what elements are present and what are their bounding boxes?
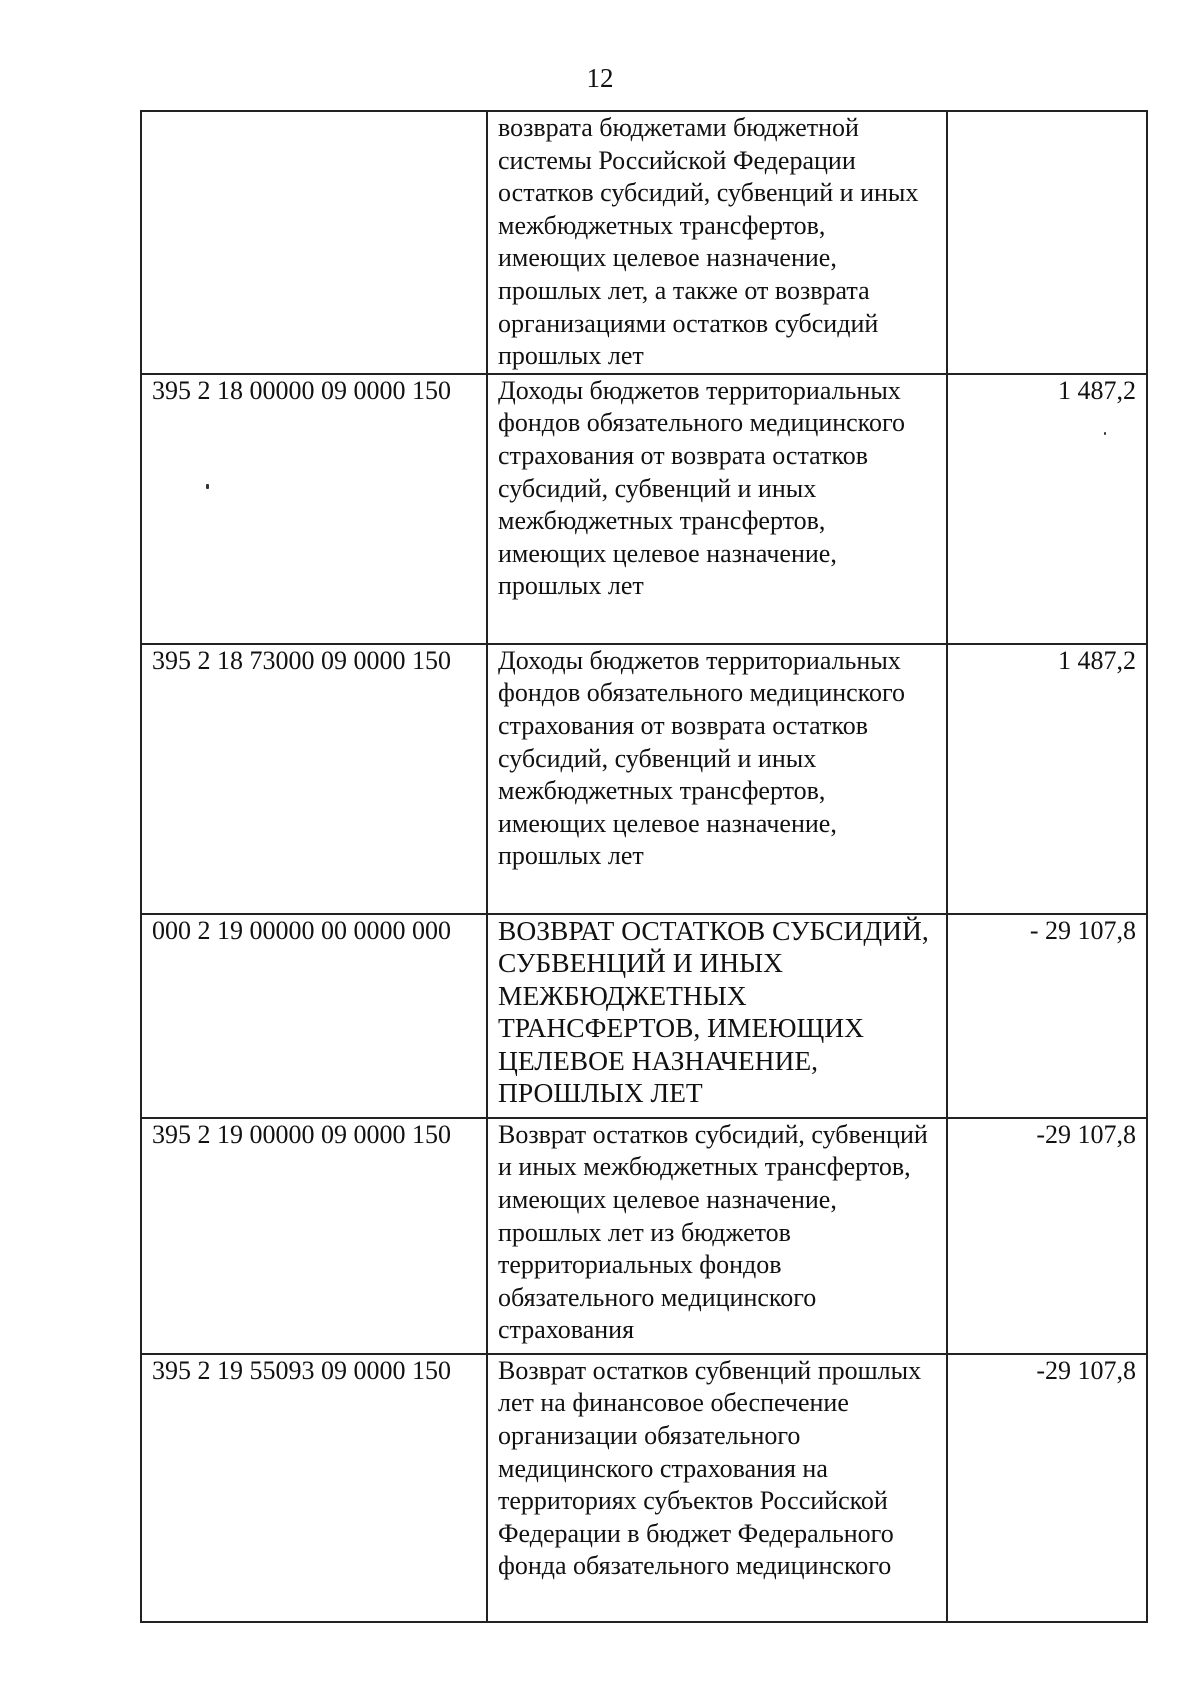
name-cell xyxy=(487,111,947,374)
amount-cell: -29 107,8 xyxy=(947,1354,1147,1622)
name-text: Доходы бюджетов территориальных фондов обязательного медицинского страхования от возврата остатков субсидий, субвенций и иных межбюджетных трансфертов, имеющих целевое назначение, прошлых лет xyxy=(498,375,906,601)
amount-cell: - 29 107,8 xyxy=(947,914,1147,1118)
amount-cell: 1 487,2 xyxy=(947,644,1147,914)
scan-speck xyxy=(206,484,209,489)
amount-cell: -29 107,8 xyxy=(947,1118,1147,1354)
name-cell xyxy=(487,644,947,914)
table-row xyxy=(141,111,1147,374)
name-text: ВОЗВРАТ ОСТАТКОВ СУБСИДИЙ, СУБВЕНЦИЙ И ИНЫХ МЕЖБЮДЖЕТНЫХ ТРАНСФЕРТОВ, ИМЕЮЩИХ ЦЕЛЕВОЕ НАЗНАЧЕНИЕ, ПРОШЛЫХ ЛЕТ xyxy=(498,914,929,1109)
table-row xyxy=(141,374,1147,644)
code-cell xyxy=(141,111,487,374)
name-cell xyxy=(487,1354,947,1622)
amount-cell: 1 487,2 xyxy=(947,374,1147,644)
page-number: 12 xyxy=(586,63,614,93)
table-row xyxy=(141,914,1147,1118)
budget-revenue-table xyxy=(140,110,1148,1623)
name-text: Возврат остатков субвенций прошлых лет на финансовое обеспечение организации обязательного медицинского страхования на территориях субъектов Российской Федерации в бюджет Федерального фонда обязательного медицинского xyxy=(498,1355,922,1581)
name-text: возврата бюджетами бюджетной системы Российской Федерации остатков субсидий, субвенций и иных межбюджетных трансфертов, имеющих целевое назначение, прошлых лет, а также от возврата организациями остатков субсидий прошлых лет xyxy=(498,113,919,371)
table-row xyxy=(141,644,1147,914)
scan-speck xyxy=(1104,432,1106,435)
table-row xyxy=(141,1354,1147,1622)
code-cell: 395 2 18 00000 09 0000 150 xyxy=(141,374,487,644)
code-cell: 395 2 18 73000 09 0000 150 xyxy=(141,644,487,914)
name-text: Доходы бюджетов территориальных фондов обязательного медицинского страхования от возврата остатков субсидий, субвенций и иных межбюджетных трансфертов, имеющих целевое назначение, прошлых лет xyxy=(498,645,906,871)
code-cell: 395 2 19 00000 09 0000 150 xyxy=(141,1118,487,1354)
code-cell: 000 2 19 00000 00 0000 000 xyxy=(141,914,487,1118)
amount-cell xyxy=(947,111,1147,374)
name-cell xyxy=(487,1118,947,1354)
name-cell xyxy=(487,374,947,644)
table-row xyxy=(141,1118,1147,1354)
code-cell: 395 2 19 55093 09 0000 150 xyxy=(141,1354,487,1622)
name-text: Возврат остатков субсидий, субвенций и иных межбюджетных трансфертов, имеющих целевое назначение, прошлых лет из бюджетов территориальных фондов обязательного медицинского страхования xyxy=(498,1119,928,1345)
name-cell xyxy=(487,914,947,1118)
